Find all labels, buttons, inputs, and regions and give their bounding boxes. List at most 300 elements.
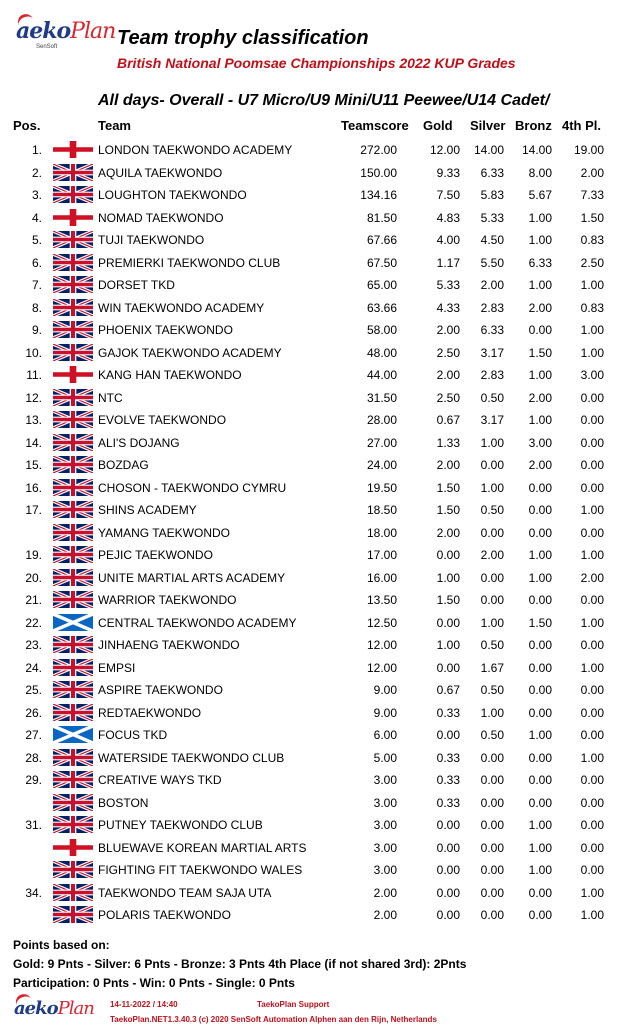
footer-logo-brand-script: Plan (57, 998, 94, 1019)
classification-table (0, 139, 638, 927)
column-header-teamscore: Teamscore (341, 118, 409, 133)
row-team-name: WARRIOR TAEKWONDO (98, 593, 237, 607)
row-team-name: DORSET TKD (98, 278, 175, 292)
row-team-name: ALI'S DOJANG (98, 435, 180, 450)
row-position: 16. (25, 480, 42, 495)
row-gold: 2.50 (436, 345, 460, 360)
footer-support: TaekoPlan Support (257, 1000, 330, 1009)
row-position: 12. (25, 390, 42, 405)
union-jack-flag-icon (53, 569, 93, 586)
table-row (0, 792, 638, 815)
row-silver: 14.00 (473, 143, 504, 157)
row-teamscore: 134.16 (360, 188, 397, 202)
union-jack-flag-icon (53, 164, 93, 181)
england-flag-icon (53, 141, 93, 158)
row-fourth: 1.00 (580, 323, 604, 337)
table-row (0, 409, 638, 432)
row-gold: 0.00 (436, 818, 460, 832)
row-team-name: JINHAENG TAEKWONDO (98, 638, 240, 652)
union-jack-flag-icon (53, 794, 93, 811)
row-fourth: 0.00 (580, 593, 604, 607)
row-position: 5. (31, 233, 42, 247)
row-fourth: 3.00 (580, 368, 604, 382)
row-silver: 6.33 (480, 323, 504, 337)
row-fourth: 1.00 (580, 278, 604, 292)
row-team-name: PEJIC TAEKWONDO (98, 548, 213, 562)
taekoplan-footer-logo (10, 994, 100, 1024)
row-team-name: CHOSON - TAEKWONDO CYMRU (98, 480, 287, 495)
row-position: 20. (25, 570, 42, 585)
row-team-name: REDTAEKWONDO (98, 705, 202, 720)
row-bronz: 1.00 (528, 863, 552, 877)
row-gold: 0.00 (436, 548, 460, 562)
row-teamscore: 6.00 (373, 728, 397, 742)
union-jack-flag-icon (53, 636, 93, 653)
row-teamscore: 31.50 (366, 390, 397, 405)
row-gold: 0.67 (436, 413, 460, 427)
table-row (0, 769, 638, 792)
row-bronz: 3.00 (528, 435, 552, 450)
table-row (0, 612, 638, 635)
row-position: 24. (25, 660, 42, 675)
row-teamscore: 58.00 (366, 323, 397, 337)
column-header-pos: Pos. (13, 118, 41, 133)
row-bronz: 1.00 (528, 210, 552, 225)
table-row (0, 207, 638, 230)
row-teamscore: 16.00 (366, 570, 397, 585)
row-position: 6. (31, 255, 42, 270)
row-teamscore: 3.00 (373, 818, 397, 832)
row-bronz: 0.00 (528, 885, 552, 900)
row-silver: 3.17 (480, 413, 504, 427)
row-fourth: 0.00 (580, 435, 604, 450)
row-position: 10. (25, 345, 42, 360)
row-teamscore: 12.00 (366, 660, 397, 675)
union-jack-flag-icon (53, 254, 93, 271)
row-gold: 0.33 (436, 795, 460, 810)
scotland-flag-icon (53, 614, 93, 631)
row-teamscore: 44.00 (366, 368, 397, 382)
row-bronz: 0.00 (528, 480, 552, 495)
row-silver: 4.50 (480, 233, 504, 247)
row-team-name: UNITE MARTIAL ARTS ACADEMY (98, 570, 286, 585)
row-silver: 5.50 (480, 255, 504, 270)
row-team-name: LOUGHTON TAEKWONDO (98, 188, 247, 202)
row-team-name: FOCUS TKD (98, 728, 168, 742)
row-silver: 0.00 (480, 863, 504, 877)
row-team-name: TAEKWONDO TEAM SAJA UTA (98, 885, 272, 900)
row-team-name: LONDON TAEKWONDO ACADEMY (98, 143, 293, 157)
row-fourth: 1.00 (580, 615, 604, 630)
table-row (0, 747, 638, 770)
row-silver: 0.00 (480, 885, 504, 900)
row-team-name: NTC (98, 390, 123, 405)
row-teamscore: 67.50 (366, 255, 397, 270)
column-header-bronz: Bronz (515, 118, 552, 133)
row-fourth: 1.00 (580, 345, 604, 360)
table-row (0, 139, 638, 162)
row-gold: 1.00 (436, 638, 460, 652)
union-jack-flag-icon (53, 411, 93, 428)
union-jack-flag-icon (53, 434, 93, 451)
row-silver: 2.83 (480, 300, 504, 315)
row-silver: 0.00 (480, 840, 504, 855)
table-row (0, 634, 638, 657)
row-gold: 0.00 (436, 660, 460, 675)
row-bronz: 1.00 (528, 413, 552, 427)
row-bronz: 2.00 (528, 300, 552, 315)
union-jack-flag-icon (53, 389, 93, 406)
row-silver: 0.00 (480, 750, 504, 765)
union-jack-flag-icon (53, 591, 93, 608)
row-fourth: 0.00 (580, 683, 604, 697)
row-bronz: 0.00 (528, 683, 552, 697)
table-row (0, 859, 638, 882)
table-row (0, 342, 638, 365)
table-row (0, 814, 638, 837)
row-silver: 1.00 (480, 435, 504, 450)
row-gold: 0.00 (436, 885, 460, 900)
row-silver: 5.33 (480, 210, 504, 225)
union-jack-flag-icon (53, 816, 93, 833)
row-gold: 12.00 (429, 143, 460, 157)
row-gold: 4.83 (436, 210, 460, 225)
row-fourth: 0.00 (580, 638, 604, 652)
row-fourth: 1.00 (580, 503, 604, 517)
row-bronz: 0.00 (528, 638, 552, 652)
row-teamscore: 24.00 (366, 458, 397, 472)
union-jack-flag-icon (53, 501, 93, 518)
row-fourth: 0.00 (580, 863, 604, 877)
row-bronz: 1.50 (528, 345, 552, 360)
row-bronz: 0.00 (528, 525, 552, 540)
row-team-name: WATERSIDE TAEKWONDO CLUB (98, 750, 285, 765)
column-header-silver: Silver (470, 118, 506, 133)
row-team-name: SHINS ACADEMY (98, 503, 197, 517)
union-jack-flag-icon (53, 186, 93, 203)
row-silver: 0.00 (480, 570, 504, 585)
row-teamscore: 2.00 (373, 885, 397, 900)
column-header-fourth: 4th Pl. (562, 118, 602, 133)
row-gold: 2.00 (436, 525, 460, 540)
england-flag-icon (53, 209, 93, 226)
row-fourth: 0.00 (580, 480, 604, 495)
row-silver: 0.50 (480, 503, 504, 517)
row-fourth: 2.00 (580, 165, 604, 180)
row-silver: 0.00 (480, 458, 504, 472)
row-position: 14. (25, 435, 42, 450)
row-position: 28. (25, 750, 42, 765)
row-teamscore: 5.00 (373, 750, 397, 765)
union-jack-flag-icon (53, 524, 93, 541)
union-jack-flag-icon (53, 456, 93, 473)
row-fourth: 1.00 (580, 908, 604, 922)
row-bronz: 8.00 (528, 165, 552, 180)
row-silver: 1.00 (480, 705, 504, 720)
row-teamscore: 27.00 (366, 435, 397, 450)
row-bronz: 0.00 (528, 908, 552, 922)
row-gold: 1.50 (436, 503, 460, 517)
row-fourth: 0.00 (580, 413, 604, 427)
row-gold: 0.67 (436, 683, 460, 697)
scotland-flag-icon (53, 726, 93, 743)
row-position: 3. (31, 188, 42, 202)
row-gold: 2.50 (436, 390, 460, 405)
row-teamscore: 67.66 (366, 233, 397, 247)
table-row (0, 567, 638, 590)
row-fourth: 0.83 (580, 233, 604, 247)
row-bronz: 2.00 (528, 390, 552, 405)
row-silver: 0.50 (480, 728, 504, 742)
table-row (0, 544, 638, 567)
row-bronz: 1.00 (528, 548, 552, 562)
row-bronz: 1.00 (528, 233, 552, 247)
row-team-name: BOSTON (98, 795, 149, 810)
table-row (0, 162, 638, 185)
row-silver: 0.00 (480, 908, 504, 922)
row-silver: 1.00 (480, 615, 504, 630)
row-teamscore: 13.50 (366, 593, 397, 607)
row-position: 19. (25, 548, 42, 562)
row-position: 22. (25, 615, 42, 630)
union-jack-flag-icon (53, 231, 93, 248)
row-bronz: 0.00 (528, 795, 552, 810)
row-bronz: 1.50 (528, 615, 552, 630)
row-position: 25. (25, 683, 42, 697)
row-gold: 0.00 (436, 615, 460, 630)
row-gold: 1.33 (436, 435, 460, 450)
row-fourth: 1.00 (580, 750, 604, 765)
england-flag-icon (53, 366, 93, 383)
footer-date: 14-11-2022 / 14:40 (110, 1000, 178, 1009)
row-team-name: EVOLVE TAEKWONDO (98, 413, 227, 427)
row-team-name: ASPIRE TAEKWONDO (98, 683, 223, 697)
row-teamscore: 48.00 (366, 345, 397, 360)
row-silver: 5.83 (480, 188, 504, 202)
row-fourth: 0.00 (580, 840, 604, 855)
table-row (0, 702, 638, 725)
row-teamscore: 3.00 (373, 840, 397, 855)
row-silver: 2.00 (480, 548, 504, 562)
row-teamscore: 3.00 (373, 795, 397, 810)
row-fourth: 1.50 (580, 210, 604, 225)
union-jack-flag-icon (53, 704, 93, 721)
row-teamscore: 65.00 (366, 278, 397, 292)
footer-copyright: TaekoPlan.NET1.3.40.3 (c) 2020 SenSoft Automation Alphen aan den Rijn, Netherlands (110, 1015, 437, 1024)
row-silver: 2.83 (480, 368, 504, 382)
row-teamscore: 3.00 (373, 773, 397, 787)
row-position: 29. (25, 773, 42, 787)
table-row (0, 387, 638, 410)
row-teamscore: 150.00 (360, 165, 397, 180)
table-row (0, 274, 638, 297)
row-gold: 4.33 (436, 300, 460, 315)
row-teamscore: 9.00 (373, 705, 397, 720)
table-row (0, 522, 638, 545)
points-heading: Points based on: (13, 938, 110, 952)
row-team-name: BOZDAG (98, 458, 149, 472)
logo-brand-script: Plan (70, 19, 116, 44)
page-subtitle: British National Poomsae Championships 2022 KUP Grades (117, 55, 516, 71)
table-row (0, 837, 638, 860)
table-row (0, 297, 638, 320)
row-position: 9. (31, 323, 42, 337)
row-silver: 2.00 (480, 278, 504, 292)
row-position: 17. (25, 503, 42, 517)
row-team-name: TUJI TAEKWONDO (98, 233, 205, 247)
row-fourth: 0.00 (580, 818, 604, 832)
row-bronz: 0.00 (528, 323, 552, 337)
row-bronz: 1.00 (528, 570, 552, 585)
table-row (0, 499, 638, 522)
row-silver: 1.67 (480, 660, 504, 675)
row-teamscore: 272.00 (360, 143, 397, 157)
row-bronz: 1.00 (528, 368, 552, 382)
row-team-name: PHOENIX TAEKWONDO (98, 323, 233, 337)
row-gold: 7.50 (436, 188, 460, 202)
footer-logo-brand-main: aeko (14, 998, 58, 1019)
row-teamscore: 18.00 (366, 525, 397, 540)
union-jack-flag-icon (53, 906, 93, 923)
union-jack-flag-icon (53, 299, 93, 316)
table-row (0, 679, 638, 702)
row-bronz: 2.00 (528, 458, 552, 472)
row-silver: 0.00 (480, 818, 504, 832)
row-gold: 5.33 (436, 278, 460, 292)
row-teamscore: 18.50 (366, 503, 397, 517)
row-position: 8. (31, 300, 42, 315)
row-gold: 0.33 (436, 705, 460, 720)
row-bronz: 5.67 (528, 188, 552, 202)
row-bronz: 0.00 (528, 660, 552, 675)
row-gold: 0.33 (436, 773, 460, 787)
row-gold: 0.00 (436, 728, 460, 742)
row-team-name: PREMIERKI TAEKWONDO CLUB (98, 255, 281, 270)
row-bronz: 1.00 (528, 278, 552, 292)
row-team-name: POLARIS TAEKWONDO (98, 908, 231, 922)
row-gold: 0.00 (436, 840, 460, 855)
row-fourth: 0.83 (580, 300, 604, 315)
page-title: Team trophy classification (117, 27, 369, 49)
row-position: 1. (31, 143, 42, 157)
table-row (0, 454, 638, 477)
row-bronz: 1.00 (528, 840, 552, 855)
row-fourth: 0.00 (580, 728, 604, 742)
union-jack-flag-icon (53, 276, 93, 293)
row-position: 26. (25, 705, 42, 720)
row-gold: 0.00 (436, 908, 460, 922)
logo-sub: SenSoft (36, 44, 58, 50)
row-fourth: 1.00 (580, 885, 604, 900)
union-jack-flag-icon (53, 681, 93, 698)
row-bronz: 1.00 (528, 728, 552, 742)
row-fourth: 0.00 (580, 390, 604, 405)
row-silver: 0.00 (480, 773, 504, 787)
column-header-gold: Gold (423, 118, 453, 133)
row-team-name: PUTNEY TAEKWONDO CLUB (98, 818, 263, 832)
row-fourth: 1.00 (580, 660, 604, 675)
union-jack-flag-icon (53, 861, 93, 878)
row-gold: 4.00 (436, 233, 460, 247)
table-row (0, 229, 638, 252)
row-teamscore: 17.00 (366, 548, 397, 562)
row-gold: 1.00 (436, 570, 460, 585)
row-gold: 1.50 (436, 593, 460, 607)
row-position: 31. (25, 818, 42, 832)
union-jack-flag-icon (53, 321, 93, 338)
row-gold: 0.00 (436, 863, 460, 877)
row-teamscore: 63.66 (366, 300, 397, 315)
row-team-name: GAJOK TAEKWONDO ACADEMY (98, 345, 282, 360)
row-bronz: 0.00 (528, 773, 552, 787)
row-teamscore: 9.00 (373, 683, 397, 697)
union-jack-flag-icon (53, 771, 93, 788)
row-team-name: YAMANG TAEKWONDO (98, 525, 231, 540)
row-gold: 2.00 (436, 368, 460, 382)
row-position: 11. (26, 368, 42, 382)
table-row (0, 657, 638, 680)
table-row (0, 904, 638, 927)
row-silver: 1.00 (480, 480, 504, 495)
row-gold: 0.33 (436, 750, 460, 765)
row-fourth: 0.00 (580, 773, 604, 787)
row-position: 7. (31, 278, 42, 292)
row-team-name: AQUILA TAEKWONDO (98, 165, 223, 180)
table-row (0, 184, 638, 207)
row-fourth: 0.00 (580, 458, 604, 472)
row-fourth: 19.00 (573, 143, 604, 157)
row-teamscore: 3.00 (373, 863, 397, 877)
row-team-name: BLUEWAVE KOREAN MARTIAL ARTS (98, 840, 307, 855)
row-position: 2. (31, 165, 42, 180)
row-teamscore: 19.50 (366, 480, 397, 495)
row-silver: 0.50 (480, 390, 504, 405)
row-fourth: 2.50 (580, 255, 604, 270)
row-fourth: 0.00 (580, 705, 604, 720)
column-header-team: Team (98, 118, 131, 133)
union-jack-flag-icon (53, 884, 93, 901)
taekoplan-logo (12, 14, 116, 54)
row-silver: 0.00 (480, 525, 504, 540)
row-position: 27. (25, 728, 42, 742)
row-gold: 1.17 (436, 255, 460, 270)
row-fourth: 7.33 (580, 188, 604, 202)
row-fourth: 2.00 (580, 570, 604, 585)
row-fourth: 1.00 (580, 548, 604, 562)
row-team-name: NOMAD TAEKWONDO (98, 210, 224, 225)
section-title: All days- Overall - U7 Micro/U9 Mini/U11 Peewee/U14 Cadet/ (98, 92, 550, 109)
row-team-name: WIN TAEKWONDO ACADEMY (98, 300, 265, 315)
row-position: 4. (31, 210, 42, 225)
row-team-name: FIGHTING FIT TAEKWONDO WALES (98, 863, 303, 877)
row-silver: 0.00 (480, 795, 504, 810)
row-fourth: 0.00 (580, 795, 604, 810)
table-row (0, 724, 638, 747)
points-rule-participation: Participation: 0 Pnts - Win: 0 Pnts - Single: 0 Pnts (13, 976, 295, 990)
row-teamscore: 12.50 (366, 615, 397, 630)
row-position: 21. (25, 593, 42, 607)
table-row (0, 432, 638, 455)
row-position: 13. (25, 413, 42, 427)
union-jack-flag-icon (53, 344, 93, 361)
row-gold: 1.50 (436, 480, 460, 495)
row-bronz: 0.00 (528, 503, 552, 517)
table-row (0, 319, 638, 342)
row-bronz: 0.00 (528, 593, 552, 607)
row-team-name: EMPSI (98, 660, 136, 675)
table-row (0, 364, 638, 387)
row-team-name: CREATIVE WAYS TKD (98, 773, 222, 787)
